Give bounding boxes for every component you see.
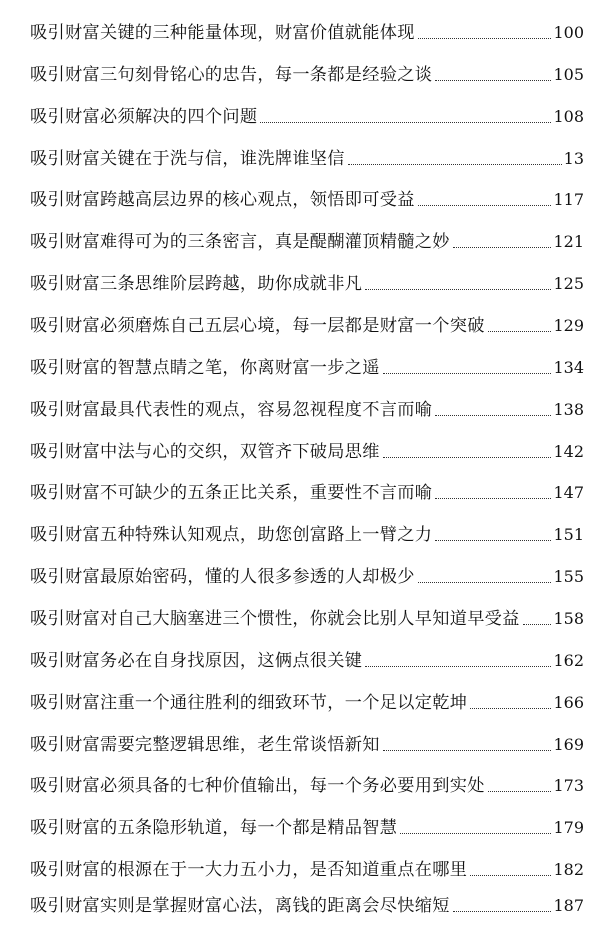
toc-entry-page: 173 bbox=[553, 776, 584, 795]
toc-entry-page: 169 bbox=[553, 735, 584, 754]
toc-entry[interactable] bbox=[30, 391, 584, 421]
toc-entry[interactable] bbox=[30, 265, 584, 295]
toc-entry-page: 179 bbox=[553, 818, 584, 837]
toc-entry[interactable] bbox=[30, 809, 584, 839]
toc-dot-leader bbox=[453, 247, 552, 248]
toc-entry-title: 吸引财富最具代表性的观点，容易忽视程度不言而喻 bbox=[30, 400, 433, 420]
toc-entry[interactable] bbox=[30, 98, 584, 128]
toc-dot-leader bbox=[488, 791, 552, 792]
toc-dot-leader bbox=[365, 289, 551, 290]
toc-entry-page: 182 bbox=[553, 860, 584, 879]
toc-entry[interactable] bbox=[30, 474, 584, 504]
toc-entry-title: 吸引财富务必在自身找原因，这俩点很关键 bbox=[30, 651, 363, 671]
toc-entry[interactable] bbox=[30, 726, 584, 756]
toc-entry-title: 吸引财富注重一个通往胜利的细致环节，一个足以定乾坤 bbox=[30, 693, 468, 713]
toc-dot-leader bbox=[470, 875, 551, 876]
toc-entry-title: 吸引财富跨越高层边界的核心观点，领悟即可受益 bbox=[30, 190, 415, 210]
toc-entry-page: 134 bbox=[553, 358, 584, 377]
toc-entry-page: 187 bbox=[553, 896, 584, 915]
toc-entry-page: 151 bbox=[553, 525, 584, 544]
toc-entry[interactable] bbox=[30, 140, 584, 170]
toc-entry-page: 158 bbox=[553, 609, 584, 628]
toc-entry[interactable] bbox=[30, 14, 584, 44]
toc-entry-page: 166 bbox=[553, 693, 584, 712]
toc-entry[interactable] bbox=[30, 684, 584, 714]
toc-dot-leader bbox=[418, 205, 552, 206]
toc-entry[interactable] bbox=[30, 642, 584, 672]
toc-entry-page: 138 bbox=[553, 400, 584, 419]
toc-entry-page: 142 bbox=[553, 442, 584, 461]
toc-entry-page: 117 bbox=[553, 190, 584, 209]
toc-entry[interactable] bbox=[30, 516, 584, 546]
toc-dot-leader bbox=[435, 540, 551, 541]
toc-entry-title: 吸引财富实则是掌握财富心法，离钱的距离会尽快缩短 bbox=[30, 896, 450, 916]
toc-entry[interactable] bbox=[30, 56, 584, 86]
toc-dot-leader bbox=[435, 415, 551, 416]
toc-entry-title: 吸引财富最原始密码，懂的人很多参透的人却极少 bbox=[30, 567, 415, 587]
toc-dot-leader bbox=[418, 38, 552, 39]
toc-entry[interactable] bbox=[30, 181, 584, 211]
toc-entry-page: 100 bbox=[553, 23, 584, 42]
toc-dot-leader bbox=[365, 666, 551, 667]
toc-dot-leader bbox=[348, 164, 562, 165]
toc-entry-title: 吸引财富难得可为的三条密言，真是醍醐灌顶精髓之妙 bbox=[30, 232, 450, 252]
toc-entry-title: 吸引财富五种特殊认知观点，助您创富路上一臂之力 bbox=[30, 525, 433, 545]
toc-entry-title: 吸引财富的智慧点睛之笔，你离财富一步之遥 bbox=[30, 358, 380, 378]
toc-dot-leader bbox=[383, 457, 552, 458]
toc-entry-title: 吸引财富不可缺少的五条正比关系，重要性不言而喻 bbox=[30, 483, 433, 503]
toc-entry-title: 吸引财富三句刻骨铭心的忠告，每一条都是经验之谈 bbox=[30, 65, 433, 85]
toc-entry-page: 147 bbox=[553, 483, 584, 502]
toc-dot-leader bbox=[418, 582, 552, 583]
toc-entry-page: 108 bbox=[553, 107, 584, 126]
toc-entry-page: 155 bbox=[553, 567, 584, 586]
toc-dot-leader bbox=[260, 122, 551, 123]
toc-dot-leader bbox=[400, 833, 551, 834]
toc-entry-title: 吸引财富的五条隐形轨道，每一个都是精品智慧 bbox=[30, 818, 398, 838]
toc-entry-title: 吸引财富对自己大脑塞进三个惯性，你就会比别人早知道早受益 bbox=[30, 609, 520, 629]
toc-entry-title: 吸引财富需要完整逻辑思维，老生常谈悟新知 bbox=[30, 735, 380, 755]
toc-dot-leader bbox=[488, 331, 552, 332]
toc-entry-page: 105 bbox=[553, 65, 584, 84]
toc-entry-title: 吸引财富三条思维阶层跨越，助你成就非凡 bbox=[30, 274, 363, 294]
toc-entry-page: 125 bbox=[553, 274, 584, 293]
toc-dot-leader bbox=[523, 624, 552, 625]
toc-entry-title: 吸引财富必须解决的四个问题 bbox=[30, 107, 258, 127]
toc-entry[interactable] bbox=[30, 767, 584, 797]
toc-entry-title: 吸引财富的根源在于一大力五小力，是否知道重点在哪里 bbox=[30, 860, 468, 880]
toc-entry-title: 吸引财富关键的三种能量体现，财富价值就能体现 bbox=[30, 23, 415, 43]
toc-entry-page: 162 bbox=[553, 651, 584, 670]
toc-entry-title: 吸引财富必须具备的七种价值输出，每一个务必要用到实处 bbox=[30, 776, 485, 796]
toc-dot-leader bbox=[470, 708, 551, 709]
toc-entry-page: 129 bbox=[553, 316, 584, 335]
toc-entry[interactable] bbox=[30, 223, 584, 253]
toc-dot-leader bbox=[383, 373, 552, 374]
toc-entry[interactable] bbox=[30, 851, 584, 881]
toc-entry[interactable] bbox=[30, 349, 584, 379]
toc-dot-leader bbox=[383, 750, 552, 751]
toc-dot-leader bbox=[435, 80, 551, 81]
toc-entry-page: 13 bbox=[563, 149, 584, 168]
toc-entry-page: 121 bbox=[553, 232, 584, 251]
toc-entry[interactable] bbox=[30, 600, 584, 630]
toc-entry[interactable] bbox=[30, 558, 584, 588]
toc-entry[interactable] bbox=[30, 307, 584, 337]
toc-entry[interactable] bbox=[30, 433, 584, 463]
toc-dot-leader bbox=[453, 911, 552, 912]
toc-entry-title: 吸引财富关键在于洗与信，谁洗牌谁坚信 bbox=[30, 149, 345, 169]
toc-dot-leader bbox=[435, 498, 551, 499]
toc-entry-title: 吸引财富中法与心的交织，双管齐下破局思维 bbox=[30, 442, 380, 462]
toc-entry-title: 吸引财富必须磨炼自己五层心境，每一层都是财富一个突破 bbox=[30, 316, 485, 336]
toc-entry[interactable] bbox=[30, 887, 584, 917]
